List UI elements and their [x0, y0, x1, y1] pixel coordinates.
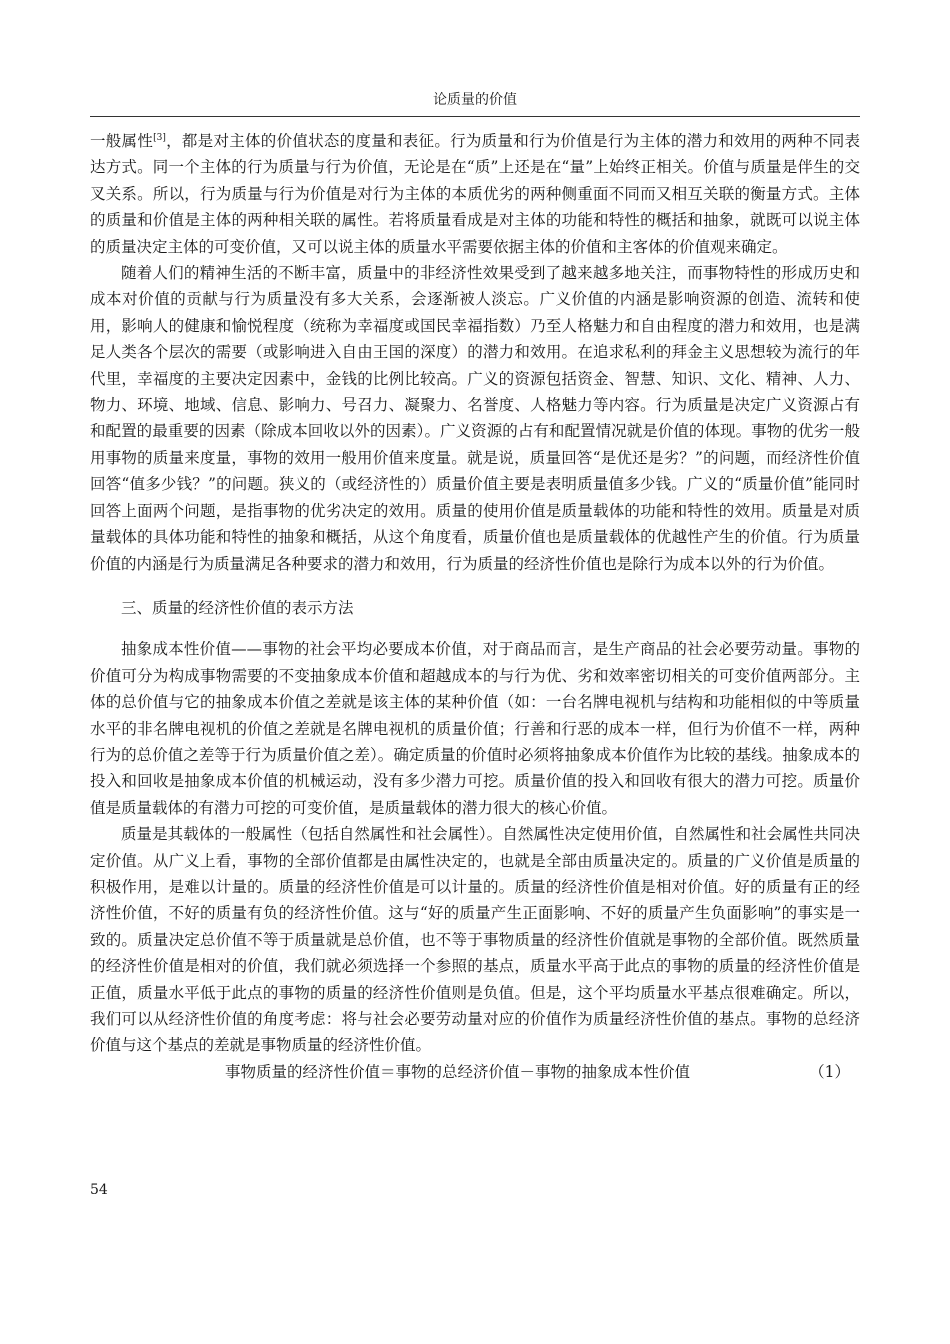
paragraph-1: [90, 128, 860, 260]
section-heading: 三、质量的经济性价值的表示方法: [121, 598, 354, 617]
paragraph-1-lead: 一般属性: [90, 132, 154, 150]
equation-1: [90, 1059, 860, 1086]
header-rule: [90, 116, 860, 117]
article-body: [90, 128, 860, 1086]
equation-text: 事物质量的经济性价值＝事物的总经济价值－事物的抽象成本性价值: [225, 1062, 691, 1081]
paragraph-3: 抽象成本性价值——事物的社会平均必要成本价值，对于商品而言，是生产商品的社会必要劳动量。事物的价值可分为构成事物需要的不变抽象成本价值和超越成本的与行为优、劣和效率密切相关的可变价值两部分。主体的总价值与它的抽象成本价值之差就是该主体的某种价值（如：一台名牌电视机与结构和功能相似的中等质量水平的非名牌电视机的价值之差就是名牌电视机的质量价值；行善和行恶的成本一样，但行为价值不一样，两种行为的总价值之差等于行为质量价值之差）。确定质量的价值时必须将抽象成本价值作为比较的基线。抽象成本的投入和回收是抽象成本价值的机械运动，没有多少潜力可挖。质量价值的投入和回收有很大的潜力可挖。质量价值是质量载体的有潜力可挖的可变价值，是质量载体的潜力很大的核心价值。: [90, 640, 860, 817]
page-number: 54: [90, 1182, 108, 1198]
paragraph-2: 随着人们的精神生活的不断丰富，质量中的非经济性效果受到了越来越多地关注，而事物特性的形成历史和成本对价值的贡献与行为质量没有多大关系，会逐渐被人淡忘。广义价值的内涵是影响资源的创造、流转和使用，影响人的健康和愉悦程度（统称为幸福度或国民幸福指数）乃至人格魅力和自由程度的潜力和效用，也是满足人类各个层次的需要（或影响进入自由王国的深度）的潜力和效用。在追求私利的拜金主义思想较为流行的年代里，幸福度的主要决定因素中，金钱的比例比较高。广义的资源包括资金、智慧、知识、文化、精神、人力、物力、环境、地域、信息、影响力、号召力、凝聚力、名誉度、人格魅力等内容。行为质量是决定广义资源占有和配置的最重要的因素（除成本回收以外的因素）。广义资源的占有和配置情况就是价值的体现。事物的优劣一般用事物的质量来度量，事物的效用一般用价值来度量。就是说，质量回答“是优还是劣？”的问题，而经济性价值回答“值多少钱？”的问题。狭义的（或经济性的）质量价值主要是表明质量值多少钱。广义的“质量价值”能同时回答上面两个问题，是指事物的优劣决定的效用。质量的使用价值是质量载体的功能和特性的效用。质量是对质量载体的具体功能和特性的抽象和概括，从这个角度看，质量价值也是质量载体的优越性产生的价值。行为质量价值的内涵是行为质量满足各种要求的潜力和效用，行为质量的经济性价值也是除行为成本以外的行为价值。: [90, 264, 860, 573]
paragraph-1-text: ，都是对主体的价值状态的度量和表征。行为质量和行为价值是行为主体的潜力和效用的两种不同表达方式。同一个主体的行为质量与行为价值，无论是在“质”上还是在“量”上始终正相关。价值与质量是伴生的交叉关系。所以，行为质量与行为价值是对行为主体的本质优劣的两种侧重面不同而又相互关联的衡量方式。主体的质量和价值是主体的两种相关联的属性。若将质量看成是对主体的功能和特性的概括和抽象，就既可以说主体的质量决定主体的可变价值，又可以说主体的质量水平需要依据主体的价值和主客体的价值观来确定。: [90, 132, 860, 256]
citation-ref[interactable]: [3]: [153, 133, 166, 143]
paragraph-4: 质量是其载体的一般属性（包括自然属性和社会属性）。自然属性决定使用价值，自然属性和社会属性共同决定价值。从广义上看，事物的全部价值都是由属性决定的，也就是全部由质量决定的。质量的广义价值是质量的积极作用，是难以计量的。质量的经济性价值是可以计量的。质量的经济性价值是相对价值。好的质量有正的经济性价值，不好的质量有负的经济性价值。这与“好的质量产生正面影响、不好的质量产生负面影响”的事实是一致的。质量决定总价值不等于质量就是总价值，也不等于事物质量的经济性价值就是事物的全部价值。既然质量的经济性价值是相对的价值，我们就必须选择一个参照的基点，质量水平高于此点的事物的质量的经济性价值是正值，质量水平低于此点的事物的质量的经济性价值则是负值。但是，这个平均质量水平基点很难确定。所以，我们可以从经济性价值的角度考虑：将与社会必要劳动量对应的价值作为质量经济性价值的基点。事物的总经济价值与这个基点的差就是事物质量的经济性价值。: [90, 825, 860, 1055]
equation-number: （1）: [809, 1062, 850, 1081]
running-head: 论质量的价值: [433, 92, 517, 108]
